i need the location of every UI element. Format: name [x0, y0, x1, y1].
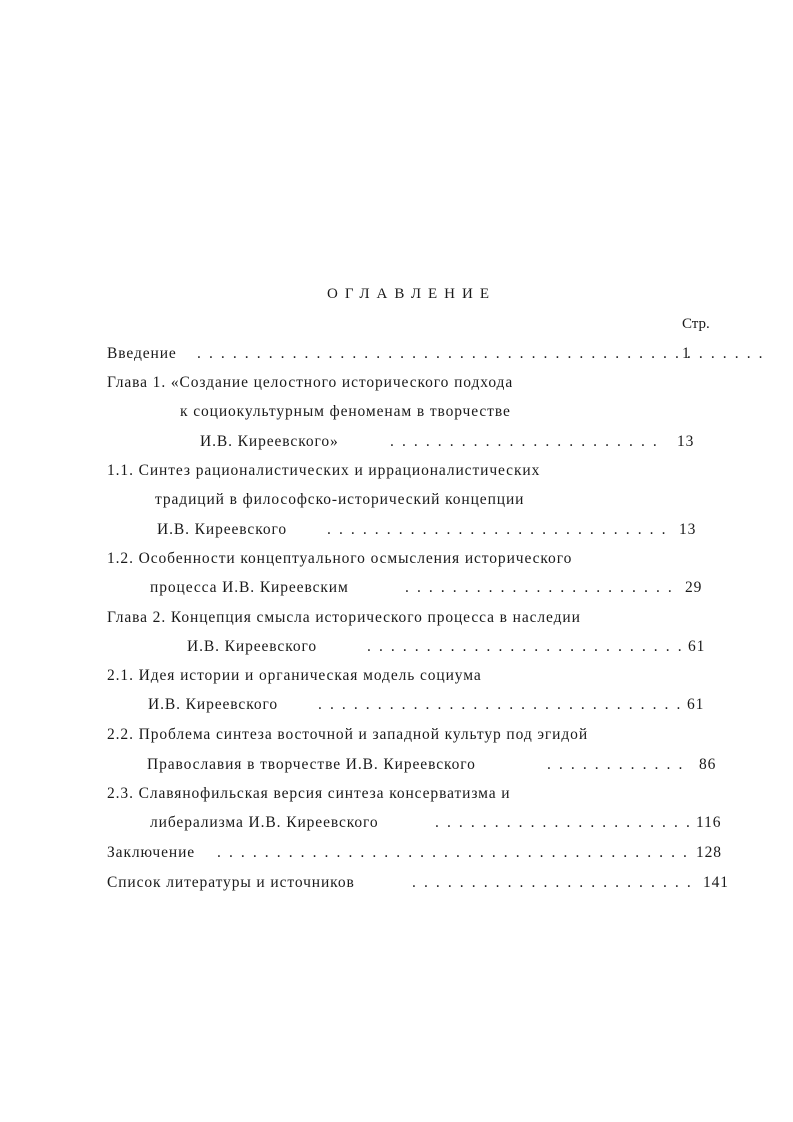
toc-entry-section-1-2: [107, 548, 727, 570]
toc-entry-text: 2.2. Проблема синтеза восточной и западной культур под эгидой: [107, 726, 589, 743]
toc-entry-section-1-1-cont: [155, 489, 715, 511]
toc-entry-chapter-1-cont: [200, 431, 720, 453]
toc-page-number: 1: [682, 345, 691, 362]
toc-page-number: 141: [703, 874, 729, 891]
toc-leader-dots: [390, 431, 665, 453]
toc-entry-text: Заключение: [107, 844, 196, 861]
toc-leader-dots: [367, 636, 687, 658]
toc-entry-chapter-2-cont: [187, 636, 727, 658]
toc-entry-text: Список литературы и источников: [107, 874, 355, 891]
toc-entry-text: 2.3. Славянофильская версия синтеза консерватизма и: [107, 785, 511, 802]
toc-entry-text: И.В. Киреевского»: [200, 433, 339, 450]
toc-entry-text: И.В. Киреевского: [187, 638, 318, 655]
toc-page-number: 13: [679, 521, 697, 538]
toc-entry-section-2-3: [107, 783, 727, 805]
toc-entry-section-2-3-cont: [150, 812, 740, 834]
toc-leader-dots: [405, 577, 680, 599]
toc-entry-chapter-1-cont: [180, 401, 720, 423]
page-title: ОГЛАВЛЕНИЕ: [327, 286, 496, 302]
toc-entry-section-2-2-cont: [147, 754, 727, 776]
toc-page-number: 29: [685, 579, 703, 596]
toc-entry-introduction: [107, 343, 727, 365]
toc-leader-dots: [327, 519, 672, 541]
toc-entry-text: традиций в философско-исторический концепции: [155, 491, 525, 508]
toc-page-number: 116: [696, 814, 722, 831]
toc-entry-text: Глава 2. Концепция смысла исторического процесса в наследии: [107, 609, 581, 626]
toc-page-number: 61: [688, 638, 706, 655]
toc-entry-text: 1.2. Особенности концептуального осмысления исторического: [107, 550, 573, 567]
toc-entry-text: либерализма И.В. Киреевского: [150, 814, 379, 831]
toc-entry-section-1-2-cont: [150, 577, 720, 599]
toc-leader-dots: [547, 754, 687, 776]
toc-entry-text: 2.1. Идея истории и органическая модель социума: [107, 667, 482, 684]
toc-entry-conclusion: [107, 842, 747, 864]
toc-entry-text: И.В. Киреевского: [148, 696, 279, 713]
toc-page-number: 128: [696, 844, 722, 861]
toc-entry-section-2-1: [107, 665, 727, 687]
page-column-label: Стр.: [682, 316, 710, 332]
toc-entry-text: Введение: [107, 345, 177, 362]
toc-entry-section-1-1: [107, 460, 727, 482]
toc-entry-chapter-2: [107, 607, 737, 629]
toc-page-number: 61: [687, 696, 705, 713]
toc-leader-dots: [435, 812, 695, 834]
toc-entry-bibliography: [107, 872, 747, 894]
toc-entry-text: процесса И.В. Киреевским: [150, 579, 349, 596]
toc-entry-section-2-2: [107, 724, 737, 746]
toc-entry-text: к социокультурным феноменам в творчестве: [180, 403, 511, 420]
toc-page-number: 86: [699, 756, 717, 773]
toc-leader-dots: [318, 694, 683, 716]
toc-entry-text: Глава 1. «Создание целостного исторического подхода: [107, 374, 514, 391]
toc-page-number: 13: [677, 433, 695, 450]
toc-entry-text: Православия в творчестве И.В. Киреевского: [147, 756, 476, 773]
toc-entry-text: И.В. Киреевского: [157, 521, 288, 538]
toc-entry-section-1-1-cont: [157, 519, 717, 541]
toc-leader-dots: [412, 872, 697, 894]
toc-entry-text: 1.1. Синтез рационалистических и иррационалистических: [107, 462, 541, 479]
toc-entry-section-2-1-cont: [148, 694, 728, 716]
toc-leader-dots: [217, 842, 687, 864]
toc-entry-chapter-1: [107, 372, 727, 394]
